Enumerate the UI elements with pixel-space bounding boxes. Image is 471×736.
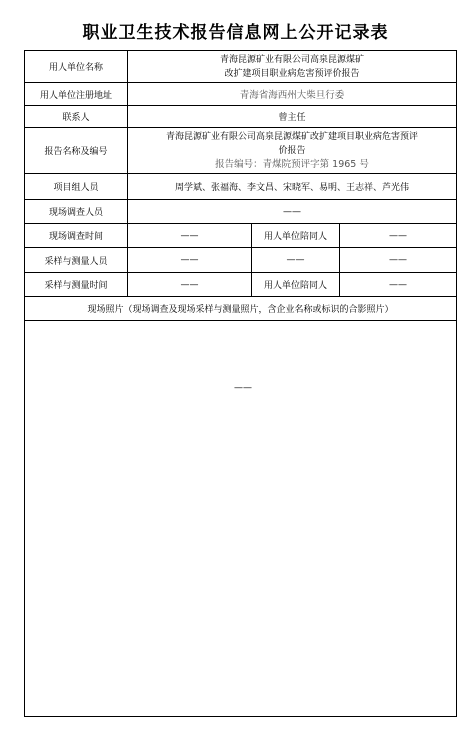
employer-address-value: 青海省海西州大柴旦行委 <box>128 83 457 106</box>
row-employer-address <box>25 83 457 106</box>
row-employer-name <box>25 51 457 83</box>
sampling-time-value: —— <box>128 273 252 297</box>
report-value <box>128 128 457 174</box>
report-number: 报告编号：青煤院预评字第 1965 号 <box>215 158 369 170</box>
row-photos-area <box>25 321 457 717</box>
sampling-escort-label: 用人单位陪同人 <box>252 273 340 297</box>
sampling-staff-value: —— <box>128 248 252 273</box>
team-label: 项目组人员 <box>25 174 128 200</box>
row-contact <box>25 106 457 128</box>
record-table <box>24 50 457 717</box>
sampling-staff-label: 采样与测量人员 <box>25 248 128 273</box>
contact-value: 曾主任 <box>128 106 457 128</box>
site-survey-time-value: —— <box>128 224 252 248</box>
row-sampling-staff <box>25 248 457 273</box>
site-survey-escort-value: —— <box>340 224 457 248</box>
report-label: 报告名称及编号 <box>25 128 128 174</box>
employer-name-label: 用人单位名称 <box>25 51 128 83</box>
report-name-line2: 价报告 <box>278 145 306 156</box>
sampling-staff-col3: —— <box>252 248 340 273</box>
sampling-time-label: 采样与测量时间 <box>25 273 128 297</box>
contact-label: 联系人 <box>25 106 128 128</box>
row-photos-header <box>25 297 457 321</box>
photos-area <box>25 321 457 717</box>
employer-name-line2: 改扩建项目职业病危害预评价报告 <box>224 68 360 79</box>
report-name-line1: 青海昆源矿业有限公司高泉昆源煤矿改扩建项目职业病危害预评 <box>166 131 419 142</box>
site-survey-staff-value: —— <box>128 200 457 224</box>
row-site-survey-time <box>25 224 457 248</box>
row-report <box>25 128 457 174</box>
team-value: 周学斌、张福海、李文昌、宋晓军、易明、王志祥、芦光伟 <box>128 174 457 200</box>
site-survey-escort-label: 用人单位陪同人 <box>252 224 340 248</box>
row-sampling-time <box>25 273 457 297</box>
employer-name-value <box>128 51 457 83</box>
row-site-survey-staff <box>25 200 457 224</box>
sampling-staff-col4: —— <box>340 248 457 273</box>
employer-name-line1: 青海昆源矿业有限公司高泉昆源煤矿 <box>220 54 365 65</box>
photos-value: —— <box>234 383 252 393</box>
photos-label: 现场照片（现场调查及现场采样与测量照片，含企业名称或标识的合影照片） <box>25 297 457 321</box>
site-survey-staff-label: 现场调查人员 <box>25 200 128 224</box>
page-title: 职业卫生技术报告信息网上公开记录表 <box>82 23 389 43</box>
site-survey-time-label: 现场调查时间 <box>25 224 128 248</box>
employer-address-label: 用人单位注册地址 <box>25 83 128 106</box>
sampling-escort-value: —— <box>340 273 457 297</box>
row-team <box>25 174 457 200</box>
